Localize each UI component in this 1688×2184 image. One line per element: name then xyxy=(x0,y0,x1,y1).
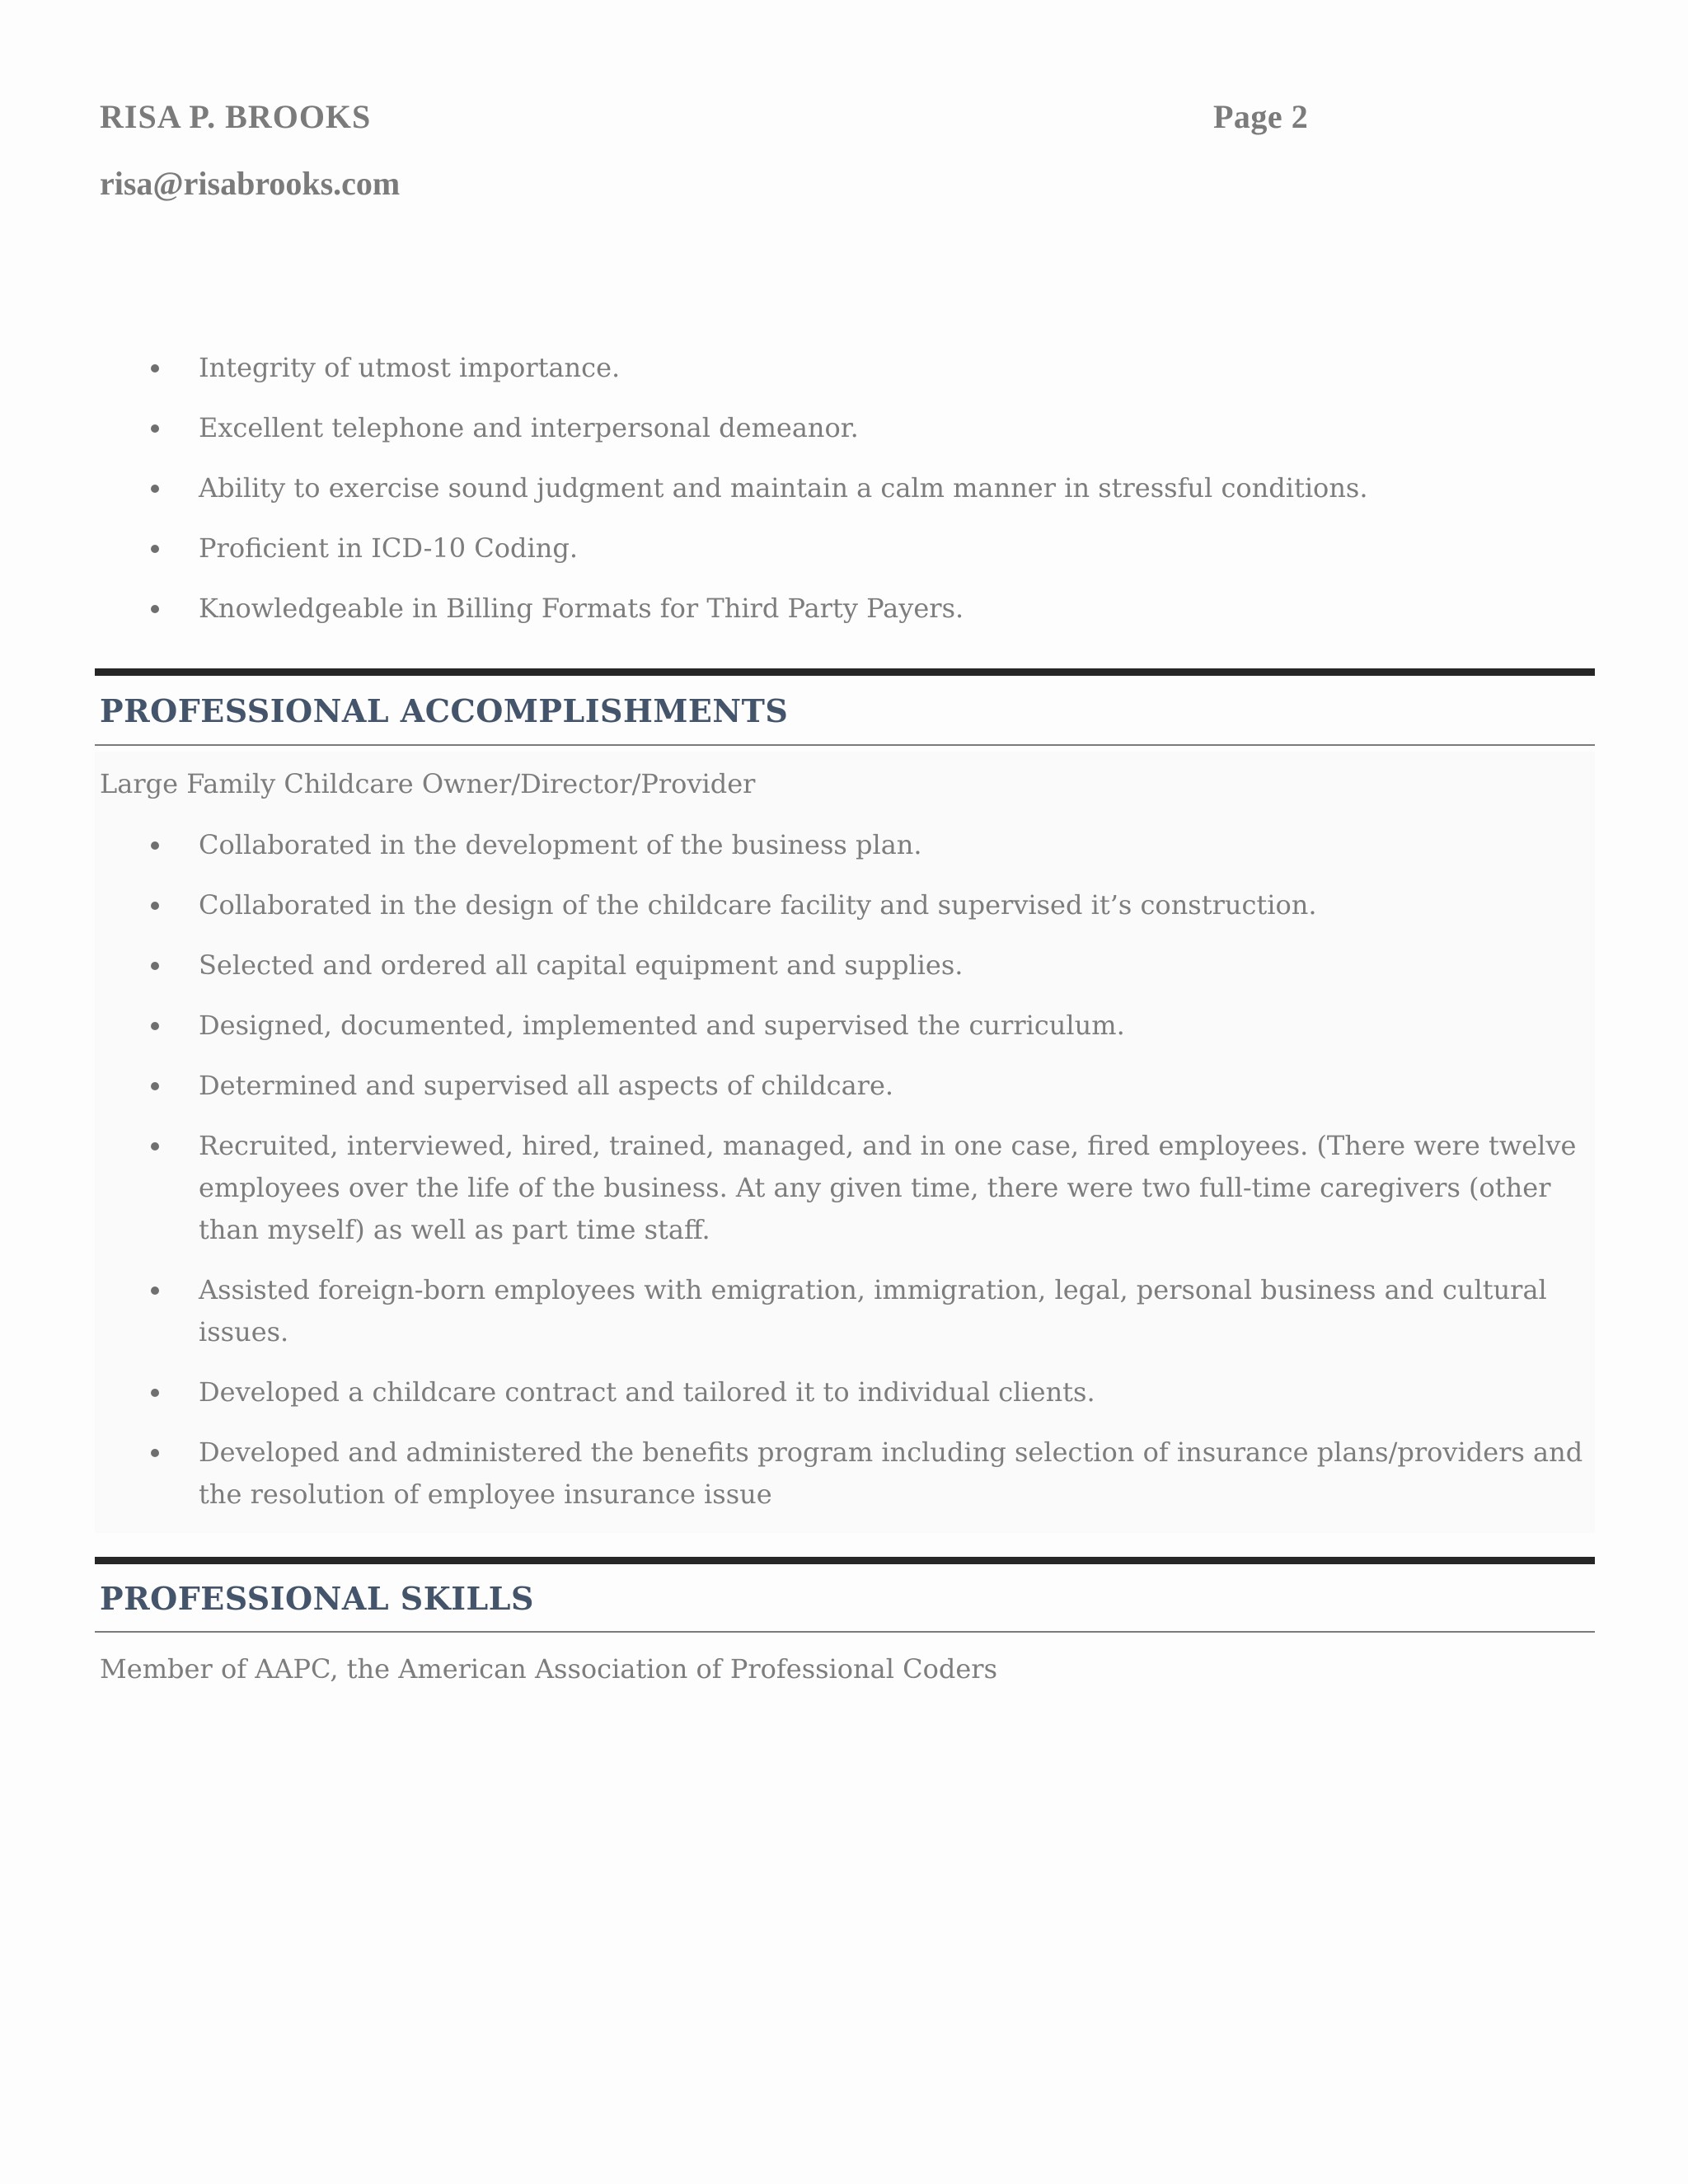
list-item xyxy=(0,1065,1688,1107)
list-item xyxy=(0,527,1688,569)
list-item xyxy=(0,944,1688,987)
list-item-text: Designed, documented, implemented and supervised the curriculum. xyxy=(199,1010,1125,1041)
bullet-icon xyxy=(151,962,159,970)
bullet-icon xyxy=(151,605,159,613)
list-item xyxy=(0,1005,1688,1047)
section-divider-thin xyxy=(95,1631,1595,1633)
author-email: risa@risabrooks.com xyxy=(100,165,401,202)
list-item-text: Collaborated in the design of the childcare facility and supervised it’s construction. xyxy=(199,889,1317,921)
list-item-text: Determined and supervised all aspects of childcare. xyxy=(199,1070,894,1101)
bullet-icon xyxy=(151,841,159,850)
bullet-icon xyxy=(151,1142,159,1151)
qualities-list xyxy=(0,347,1688,648)
role-title: Large Family Childcare Owner/Director/Provider xyxy=(100,768,756,799)
bullet-icon xyxy=(151,1082,159,1090)
list-item xyxy=(0,884,1688,926)
list-item-text: Selected and ordered all capital equipment and supplies. xyxy=(199,949,964,981)
list-item-text: Collaborated in the development of the business plan. xyxy=(199,829,922,860)
accomplishments-list xyxy=(0,824,1688,1534)
list-item-text: Excellent telephone and interpersonal demeanor. xyxy=(199,412,859,443)
membership-text: Member of AAPC, the American Association of Professional Coders xyxy=(100,1653,998,1685)
page-number: Page 2 xyxy=(1213,98,1309,135)
list-item-text: Knowledgeable in Billing Formats for Third Party Payers. xyxy=(199,593,964,624)
list-item-text: Integrity of utmost importance. xyxy=(199,352,621,383)
list-item-text: Developed a childcare contract and tailored it to individual clients. xyxy=(199,1376,1095,1408)
list-item-text: Developed and administered the benefits program including selection of insurance plans/providers and the resolution of employee insurance issue xyxy=(199,1436,1583,1510)
list-item xyxy=(0,1432,1688,1516)
list-item xyxy=(0,407,1688,449)
list-item xyxy=(0,1371,1688,1413)
bullet-icon xyxy=(151,485,159,493)
bullet-icon xyxy=(151,545,159,553)
list-item-text: Ability to exercise sound judgment and maintain a calm manner in stressful conditions. xyxy=(199,472,1368,504)
bullet-icon xyxy=(151,424,159,433)
list-item xyxy=(0,824,1688,866)
section-divider-thick xyxy=(95,668,1595,676)
bullet-icon xyxy=(151,364,159,373)
author-name: RISA P. BROOKS xyxy=(100,98,372,135)
section-divider-thick xyxy=(95,1557,1595,1564)
list-item xyxy=(0,467,1688,509)
list-item xyxy=(0,588,1688,630)
bullet-icon xyxy=(151,1286,159,1295)
bullet-icon xyxy=(151,902,159,910)
list-item-text: Assisted foreign-born employees with emigration, immigration, legal, personal business and cultural issues. xyxy=(199,1274,1547,1347)
accomplishments-heading: PROFESSIONAL ACCOMPLISHMENTS xyxy=(100,692,789,729)
list-item xyxy=(0,1269,1688,1353)
bullet-icon xyxy=(151,1449,159,1457)
list-item xyxy=(0,1125,1688,1251)
list-item-text: Proficient in ICD-10 Coding. xyxy=(199,532,578,564)
list-item xyxy=(0,347,1688,389)
section-divider-thin xyxy=(95,744,1595,746)
skills-heading: PROFESSIONAL SKILLS xyxy=(100,1580,534,1617)
bullet-icon xyxy=(151,1022,159,1030)
list-item-text: Recruited, interviewed, hired, trained, managed, and in one case, fired employees. (There were twelve employees over the life of the business. At any given time, there were two full-time caregivers (other than myself) as well as part time staff. xyxy=(199,1130,1577,1245)
bullet-icon xyxy=(151,1389,159,1397)
